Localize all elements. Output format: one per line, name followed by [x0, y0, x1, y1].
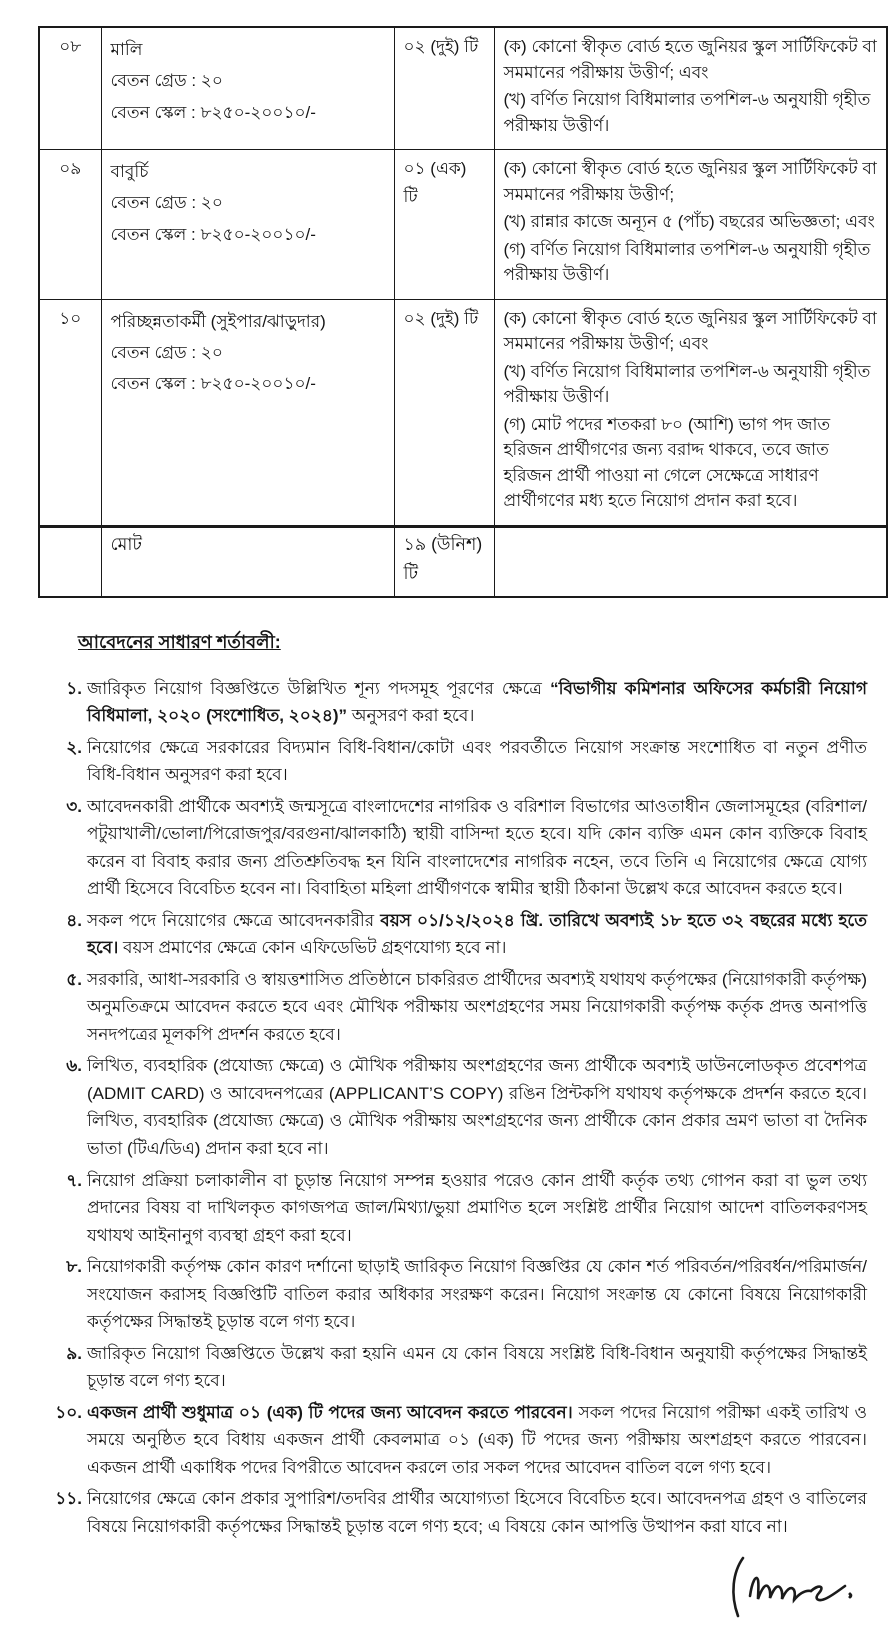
- condition-number: ১.: [66, 678, 82, 698]
- condition-text-bold-segment: বয়স ০১/১২/২০২৪ খ্রি. তারিখে অবশ্যই ১৮ হতে ৩২ বছরের মধ্যে হতে হবে।: [87, 910, 867, 958]
- post-line: মালি: [110, 40, 143, 59]
- condition-number: ১১.: [55, 1489, 82, 1509]
- condition-item: [52, 734, 867, 789]
- total-row: [39, 526, 887, 597]
- qualification-line: (গ) মোট পদের শতকরা ৮০ (আশি) ভাগ পদ জাত হরিজন প্রার্থীগণের জন্য বরাদ্দ থাকবে, তবে জাত হরিজন প্রার্থী পাওয়া না গেলে সেক্ষেত্রে সাধারণ প্রার্থীগণের মধ্য হতে নিয়োগ প্রদান করা হবে।: [503, 414, 831, 510]
- condition-text: [87, 1485, 867, 1540]
- condition-item: [52, 1485, 867, 1540]
- condition-item: [52, 907, 867, 962]
- condition-item: [52, 793, 867, 903]
- condition-text: [87, 1167, 867, 1250]
- count-cell: ০২ (দুই) টি: [394, 27, 494, 150]
- total-label-cell: মোট: [101, 526, 394, 597]
- post-line: বেতন গ্রেড : ২০: [110, 71, 223, 91]
- post-line: পরিচ্ছন্নতাকর্মী (সুইপার/ঝাড়ুদার): [110, 311, 326, 331]
- condition-text-segment: নিয়োগের ক্ষেত্রে সরকারের বিদ্যমান বিধি-বিধান/কোটা এবং পরবর্তীতে নিয়োগ সংক্রান্ত সংশোধিত বা নতুন প্রণীত বিধি-বিধান অনুসরণ করা হবে।: [87, 737, 867, 785]
- conditions-section: [52, 628, 867, 1541]
- condition-item: [52, 1340, 867, 1395]
- condition-text-segment: নিয়োগের ক্ষেত্রে কোন প্রকার সুপারিশ/তদবির প্রার্থীর অযোগ্যতা হিসেবে বিবেচিত হবে। আবেদনপত্র গ্রহণ ও বাতিলের বিষয়ে নিয়োগকারী কর্তৃপক্ষের সিদ্ধান্তই চূড়ান্ত বলে গণ্য হবে; এ বিষয়ে কোন আপত্তি উত্থাপন করা যাবে না।: [87, 1489, 867, 1536]
- condition-text-segment: সকল পদের নিয়োগ পরীক্ষা একই তারিখ ও সময়ে অনুষ্ঠিত হবে বিধায় একজন প্রার্থী কেবলমাত্র ০১ (এক) টি পদের জন্য পরীক্ষায় অংশগ্রহণ করতে পারবেন। একজন প্রার্থী একাধিক পদের বিপরীতে আবেদন করলে তার সকল পদের আবেদন বাতিল বলে গণ্য হবে।: [87, 1402, 867, 1477]
- condition-text: [87, 966, 867, 1049]
- handwritten-signature-icon: [719, 1550, 859, 1622]
- count-cell: ০১ (এক) টি: [394, 150, 494, 300]
- vacancy-table-body: [39, 27, 887, 597]
- condition-text-segment: বয়স প্রমাণের ক্ষেত্রে কোন এফিডেভিট গ্রহণযোগ্য হবে না।: [118, 938, 507, 958]
- condition-text-bold-segment: একজন প্রার্থী শুধুমাত্র ০১ (এক) টি পদের জন্য আবেদন করতে পারবেন।: [87, 1402, 573, 1422]
- condition-text: [87, 675, 867, 730]
- qualification-cell: [494, 27, 887, 150]
- conditions-list: [52, 675, 867, 1541]
- condition-item: [52, 1167, 867, 1250]
- condition-number: ১০.: [55, 1402, 82, 1422]
- condition-text: [87, 907, 867, 962]
- post-line: বেতন স্কেল : ৮২৫০-২০০১০/-: [110, 102, 316, 122]
- condition-text: [87, 1399, 867, 1482]
- qualification-cell: [494, 150, 887, 300]
- condition-text-segment: সরকারি, আধা-সরকারি ও স্বায়ত্তশাসিত প্রতিষ্ঠানে চাকরিরত প্রার্থীদের অবশ্যই যথাযথ কর্তৃপক্ষের (নিয়োগকারী কর্তৃপক্ষ) অনুমতিক্রমে আবেদন করতে হবে এবং মৌখিক পরীক্ষায় অংশগ্রহণের সময় নিয়োগকারী কর্তৃপক্ষ কর্তৃক প্রদত্ত অনাপত্তি সনদপত্রের মূলকপি প্রদর্শন করতে হবে।: [87, 969, 867, 1044]
- qualification-line: (ক) কোনো স্বীকৃত বোর্ড হতে জুনিয়র স্কুল সার্টিফিকেট বা সমমানের পরীক্ষায় উত্তীর্ণ;: [503, 159, 877, 204]
- serial-cell: ০৮: [39, 27, 101, 150]
- post-line: বাবুর্চি: [110, 162, 149, 181]
- qualification-cell: [494, 299, 887, 526]
- post-cell: [101, 299, 394, 526]
- condition-text-segment: লিখিত, ব্যবহারিক (প্রযোজ্য ক্ষেত্রে) ও মৌখিক পরীক্ষায় অংশগ্রহণের জন্য প্রার্থীকে অবশ্যই ডাউনলোডকৃত প্রবেশপত্র (ADMIT CARD) ও আবেদনপত্রের (APPLICANT’S COPY) রঙিন প্রিন্টকপি যথাযথ কর্তৃপক্ষকে প্রদর্শন করতে হবে। লিখিত, ব্যবহারিক (প্রযোজ্য ক্ষেত্রে) ও মৌখিক পরীক্ষায় অংশগ্রহণের জন্য প্রার্থীকে কোন প্রকার ভ্রমণ ভাতা বা দৈনিক ভাতা (টিএ/ডিএ) প্রদান করা হবে না।: [87, 1056, 867, 1158]
- total-serial-cell: [39, 526, 101, 597]
- qualification-line: (খ) বর্ণিত নিয়োগ বিধিমালার তপশিল-৬ অনুযায়ী গৃহীত পরীক্ষায় উত্তীর্ণ।: [503, 90, 871, 135]
- post-line: বেতন গ্রেড : ২০: [110, 193, 223, 213]
- vacancy-row: [39, 27, 887, 150]
- serial-cell: ১০: [39, 299, 101, 526]
- count-cell: ০২ (দুই) টি: [394, 299, 494, 526]
- condition-number: ৬.: [66, 1056, 82, 1076]
- condition-item: [52, 1399, 867, 1482]
- total-count-cell: ১৯ (উনিশ) টি: [394, 526, 494, 597]
- condition-number: ৩.: [66, 796, 82, 816]
- condition-number: ৯.: [66, 1343, 82, 1363]
- post-line: বেতন গ্রেড : ২০: [110, 342, 223, 362]
- vacancy-row: [39, 150, 887, 300]
- condition-text-segment: নিয়োগকারী কর্তৃপক্ষ কোন কারণ দর্শানো ছাড়াই জারিকৃত নিয়োগ বিজ্ঞপ্তির যে কোন শর্ত পরিবর্তন/পরিবর্ধন/পরিমার্জন/ সংযোজন করাসহ বিজ্ঞপ্তিটি বাতিল করার অধিকার সংরক্ষণ করেন। নিয়োগ সংক্রান্ত যে কোনো বিষয়ে নিয়োগকারী কর্তৃপক্ষের সিদ্ধান্তই চূড়ান্ত বলে গণ্য হবে।: [87, 1257, 867, 1332]
- condition-item: [52, 1253, 867, 1336]
- post-cell: [101, 150, 394, 300]
- qualification-line: (খ) বর্ণিত নিয়োগ বিধিমালার তপশিল-৬ অনুযায়ী গৃহীত পরীক্ষায় উত্তীর্ণ।: [503, 361, 871, 406]
- condition-text: [87, 793, 867, 903]
- condition-text-segment: নিয়োগ প্রক্রিয়া চলাকালীন বা চূড়ান্ত নিয়োগ সম্পন্ন হওয়ার পরেও কোন প্রার্থী কর্তৃক তথ্য গোপন করা বা ভুল তথ্য প্রদানের বিষয় বা দাখিলকৃত কাগজপত্র জাল/মিথ্যা/ভুয়া প্রমাণিত হলে সংশ্লিষ্ট প্রার্থীর নিয়োগ আদেশ বাতিলকরণসহ যথাযথ আইনানুগ ব্যবস্থা গ্রহণ করা হবে।: [87, 1170, 867, 1245]
- post-line: বেতন স্কেল : ৮২৫০-২০০১০/-: [110, 374, 316, 394]
- qualification-line: (গ) বর্ণিত নিয়োগ বিধিমালার তপশিল-৬ অনুযায়ী গৃহীত পরীক্ষায় উত্তীর্ণ।: [503, 239, 871, 284]
- qualification-line: (ক) কোনো স্বীকৃত বোর্ড হতে জুনিয়র স্কুল সার্টিফিকেট বা সমমানের পরীক্ষায় উত্তীর্ণ; এবং: [503, 308, 877, 353]
- condition-number: ৮.: [66, 1257, 82, 1277]
- qualification-line: (ক) কোনো স্বীকৃত বোর্ড হতে জুনিয়র স্কুল সার্টিফিকেট বা সমমানের পরীক্ষায় উত্তীর্ণ; এবং: [503, 37, 877, 82]
- condition-number: ৫.: [66, 969, 82, 989]
- condition-item: [52, 1052, 867, 1162]
- condition-number: ৭.: [66, 1170, 82, 1190]
- condition-text: [87, 1340, 867, 1395]
- vacancy-table: [38, 26, 888, 598]
- condition-text: [87, 1253, 867, 1336]
- condition-text-segment: সকল পদে নিয়োগের ক্ষেত্রে আবেদনকারীর: [87, 910, 381, 930]
- condition-text: [87, 1052, 867, 1162]
- post-cell: [101, 27, 394, 150]
- condition-text-segment: আবেদনকারী প্রার্থীকে অবশ্যই জন্মসূত্রে বাংলাদেশের নাগরিক ও বরিশাল বিভাগের আওতাধীন জেলাসমূহের (বরিশাল/ পটুয়াখালী/ভোলা/পিরোজপুর/বরগুনা/ঝালকাঠি) স্থায়ী বাসিন্দা হতে হবে। যদি কোন ব্যক্তি এমন কোন ব্যক্তিকে বিবাহ করেন বা বিবাহ করার জন্য প্রতিশ্রুতিবদ্ধ হন যিনি বাংলাদেশের নাগরিক নহেন, তবে তিনি এ নিয়োগের ক্ষেত্রে যোগ্য প্রার্থী হিসেবে বিবেচিত হবেন না। বিবাহিতা মহিলা প্রার্থীগণকে স্বামীর স্থায়ী ঠিকানা উল্লেখ করে আবেদন করতে হবে।: [87, 796, 867, 899]
- signature-area: [0, 1544, 895, 1651]
- condition-text-segment: জারিকৃত নিয়োগ বিজ্ঞপ্তিতে উল্লেখ করা হয়নি এমন যে কোন বিষয়ে সংশ্লিষ্ট বিধি-বিধান অনুযায়ী কর্তৃপক্ষের সিদ্ধান্তই চূড়ান্ত বলে গণ্য হবে।: [87, 1343, 867, 1391]
- post-line: বেতন স্কেল : ৮২৫০-২০০১০/-: [110, 224, 316, 244]
- condition-item: [52, 675, 867, 730]
- condition-number: ২.: [66, 737, 82, 757]
- condition-text-segment: অনুসরণ করা হবে।: [347, 706, 475, 726]
- condition-number: ৪.: [66, 910, 82, 930]
- condition-text-segment: জারিকৃত নিয়োগ বিজ্ঞপ্তিতে উল্লিখিত শূন্য পদসমূহ পূরণের ক্ষেত্রে: [87, 678, 551, 698]
- total-empty-cell: [494, 526, 887, 597]
- qualification-line: (খ) রান্নার কাজে অন্যূন ৫ (পাঁচ) বছরের অভিজ্ঞতা; এবং: [503, 212, 875, 231]
- condition-text: [87, 734, 867, 789]
- serial-cell: ০৯: [39, 150, 101, 300]
- condition-text-bold-segment: “বিভাগীয় কমিশনার অফিসের কর্মচারী নিয়োগ বিধিমালা, ২০২০ (সংশোধিত, ২০২৪)”: [87, 678, 867, 726]
- conditions-heading: আবেদনের সাধারণ শর্তাবলী:: [78, 631, 281, 652]
- condition-item: [52, 966, 867, 1049]
- vacancy-row: [39, 299, 887, 526]
